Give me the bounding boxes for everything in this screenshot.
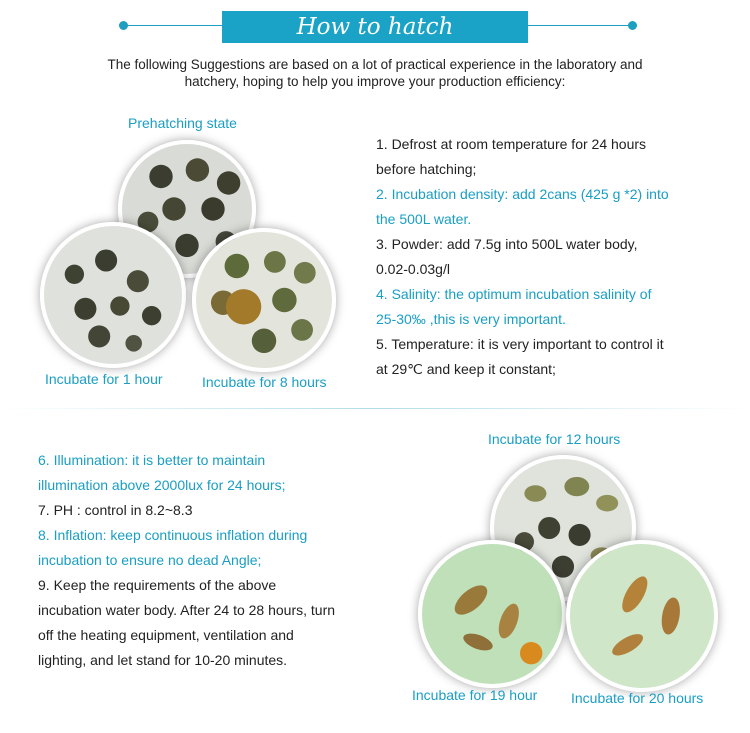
step-9-line-2: incubation water body. After 24 to 28 hours, turn <box>38 602 336 618</box>
label-incubate-12-hours: Incubate for 12 hours <box>488 431 621 447</box>
section-divider <box>0 408 750 409</box>
incubate-19-hour-image <box>418 540 566 688</box>
step-3-line-2: 0.02-0.03g/l <box>376 261 450 277</box>
label-incubate-1-hour: Incubate for 1 hour <box>45 371 163 387</box>
incubate-1-hour-image <box>40 222 186 368</box>
header-rule-left <box>123 25 222 26</box>
intro-text <box>60 56 690 90</box>
step-2-line-2: the 500L water. <box>376 211 472 227</box>
intro-line-1: The following Suggestions are based on a lot of practical experience in the laboratory and <box>107 57 643 72</box>
step-6-line-1: 6. Illumination: it is better to maintain <box>38 452 266 468</box>
step-8-line-2: incubation to ensure no dead Angle; <box>38 552 262 568</box>
header-dot-right <box>628 21 637 30</box>
intro-line-2: hatchery, hoping to help you improve your production efficiency: <box>184 74 566 89</box>
label-prehatching: Prehatching state <box>128 115 237 131</box>
step-9-line-3: off the heating equipment, ventilation and <box>38 627 294 643</box>
steps-bottom <box>38 448 335 673</box>
steps-top <box>376 132 669 382</box>
label-incubate-19-hour: Incubate for 19 hour <box>412 687 538 703</box>
page-title: How to hatch <box>222 11 528 43</box>
step-7-line-1: 7. PH : control in 8.2~8.3 <box>38 502 193 518</box>
step-1-line-2: before hatching; <box>376 161 477 177</box>
header-rule-right <box>528 25 632 26</box>
step-3-line-1: 3. Powder: add 7.5g into 500L water body, <box>376 236 638 252</box>
label-incubate-20-hours: Incubate for 20 hours <box>571 690 704 706</box>
incubate-20-hours-image <box>566 540 718 692</box>
step-9-line-4: lighting, and let stand for 10-20 minutes. <box>38 652 288 668</box>
step-8-line-1: 8. Inflation: keep continuous inflation during <box>38 527 308 543</box>
header-dot-left <box>119 21 128 30</box>
step-1-line-1: 1. Defrost at room temperature for 24 hours <box>376 136 647 152</box>
step-5-line-2: at 29℃ and keep it constant; <box>376 361 556 377</box>
step-4-line-1: 4. Salinity: the optimum incubation salinity of <box>376 286 652 302</box>
label-incubate-8-hours: Incubate for 8 hours <box>202 374 327 390</box>
step-5-line-1: 5. Temperature: it is very important to control it <box>376 336 664 352</box>
step-4-line-2: 25-30‰ ,this is very important. <box>376 311 566 327</box>
incubate-8-hours-image <box>192 228 336 372</box>
step-9-line-1: 9. Keep the requirements of the above <box>38 577 277 593</box>
step-6-line-2: illumination above 2000lux for 24 hours; <box>38 477 286 493</box>
step-2-line-1: 2. Incubation density: add 2cans (425 g *2) into <box>376 186 669 202</box>
